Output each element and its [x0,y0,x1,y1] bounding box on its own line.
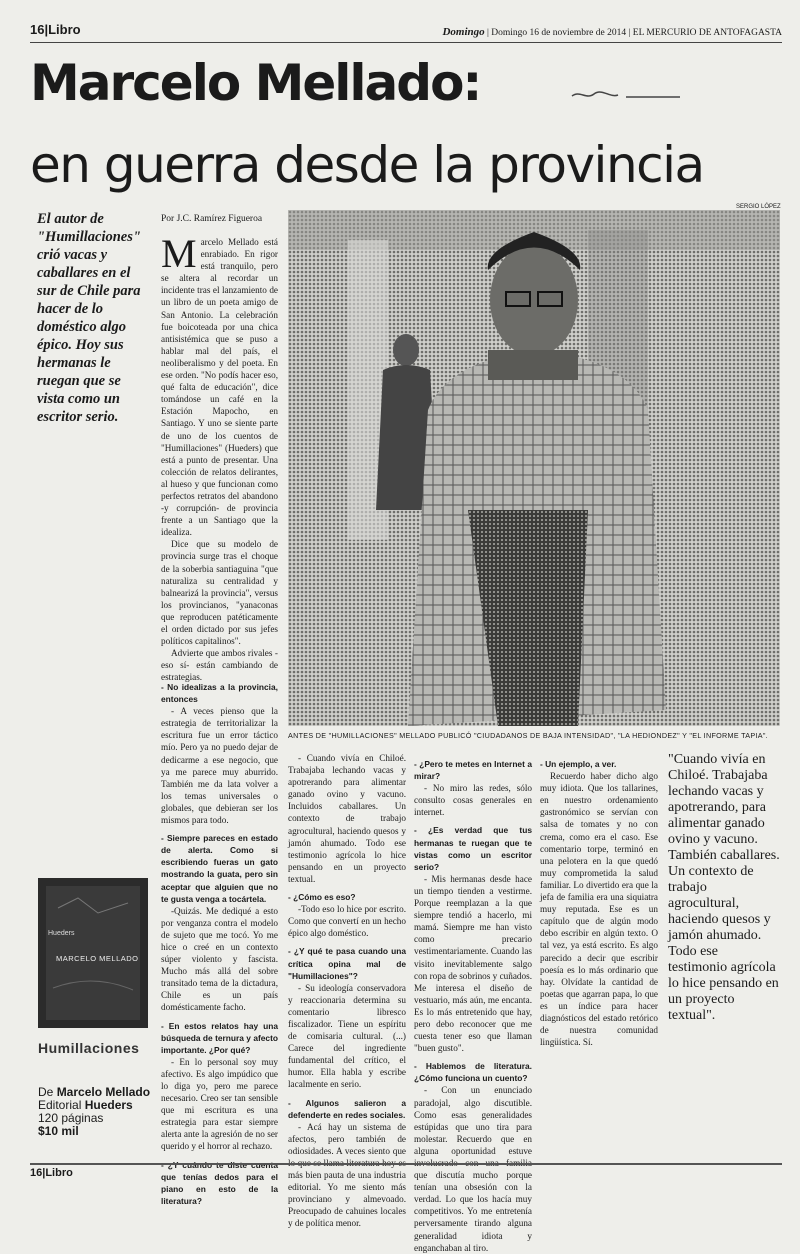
newspaper-name: EL MERCURIO DE ANTOFAGASTA [632,28,782,38]
page-number: 16 [30,22,45,37]
interview-answer: -Todo eso lo hice por escrito. Como que convertí en un hecho épico algo doméstico. [288,904,406,939]
page-header [30,22,782,43]
interview-question: - ¿Cómo es eso? [288,892,356,903]
interview-question: - Algunos salieron a defenderte en redes sociales. [288,1097,406,1120]
issue-date: Domingo 16 de noviembre de 2014 [491,28,627,38]
photo-caption: ANTES DE "HUMILLACIONES" MELLADO PUBLICÓ "CIUDADANOS DE BAJA INTENSIDAD", "LA HEDIONDEZ" Y "EL INFORME TAPIA". [288,731,768,740]
interview-question: - ¿Y qué te pasa cuando una crítica opina mal de "Humillaciones"? [288,946,406,981]
footer-page-number: 16 [30,1167,43,1179]
article-column-3 [414,752,532,1253]
article-lead: El autor de "Humillaciones" crió vacas y caballares en el sur de Chile para hacer de lo doméstico algo épico. Hoy sus hermanas le ruegan que se vista como un escritor serio. [37,211,141,425]
interview-question: - Siempre pareces en estado de alerta. Como si escribiendo fueras un gato mostrando la guata, pero sin aceptar que alguien que no te gusta venga a tocártela. [161,833,278,904]
book-info [38,1086,150,1138]
interview-question: - No idealizas a la provincia, entonces [161,682,278,705]
interview-answer: - Cuando vivía en Chiloé. Trabajaba lechando vacas y apotrerando para alimentar ganado ovino y vacuno. Incluidos caballares. Un contexto de trabajo agrocultural, haciendo quesos y jamón ahumado. Todo ese testimonio agrícola lo hice pensando en un proyecto textual. [288,753,406,884]
book-author: Marcelo Mellado [56,1085,151,1099]
article-title: Marcelo Mellado: [30,54,481,112]
book-cover-art [38,878,148,1028]
interview-question: - ¿Es verdad que tus hermanas te ruegan que te vistas como un escritor serio? [414,825,532,872]
interview-answer: - Con un enunciado paradojal, algo discutible. Como esas generalidades estúpidas que uno tira para molestar. Recuerdo que en alguna oportunidad estuve que discutía mucho porque tenían una obsesión con la verdad. Lo que los hacía muy competitivos. Yo me entretenía perversamente tirando alguna generalidad idiota y enganchaban al tiro. [414,1085,532,1253]
interview-answer: - En lo personal soy muy afectivo. Es algo impúdico que lo diga yo, pero me parece necesario. Creo ser tan sensible que mi escritura es una estrategia para estar siempre alerta ante la agresión de no ser querido y el horror al rechazo. [161,1056,278,1152]
page-number-section: 16|Libro [30,22,81,37]
article-column-1 [161,231,278,683]
author-prefix: De [38,1085,54,1099]
interview-answer: - Acá hay un sistema de afectos, pero también de odiosidades. A veces siento que más bien pauta de una industria editorial. Yo me siento más provinciano y almevoado. Preocupado de cahuines locales y de política menor. [288,1121,406,1229]
book-price: $10 mil [38,1124,79,1138]
interview-question: que tenías dedos para el piano en esto de la literatura? [161,1171,278,1206]
interview-question: - En estos relatos hay una búsqueda de ternura y afecto importante. ¿Por qué? [161,1020,278,1055]
book-cover-author: MARCELO MELLADO [56,954,139,963]
byline: Por J.C. Ramírez Figueroa [161,214,263,224]
interview-question: - Un ejemplo, a ver. [540,759,617,769]
brand-logo: Domingo [442,26,485,38]
decorative-scribble [570,88,690,102]
paragraph: arcelo Mellado está enrabiado. En rigor está tranquilo, pero se altera al recordar un incidente tras el lanzamiento de un libro de un poeta amigo de San Antonio. La celebración fue boicoteada por una chica antisistémica que se puso a hablar mal del país, el neoliberalismo y del poeta. En ese orden. "No podís hacer eso, qué falta de educación", dice tomándose un café en la Estación Mapocho, en Santiago. Y uno se siente parte de uno de los cuentos de "Humillaciones" (Hueders) que está a punto de presentar. Una colección de relatos delirantes, al hueso y que funcionan como perfectos retratos del abandono -y corrupción- de provincia frente a un Santiago que la idealiza. [161,237,278,538]
author-photo [288,210,780,726]
interview-answer: - No miro las redes, sólo consulto cosas generales en internet. [414,783,532,818]
page-footer-rule [30,1163,782,1165]
paragraph: Advierte que ambos rivales -eso sí- están cambiando de estrategias. [161,648,278,683]
interview-answer: Recuerdo haber dicho algo muy idiota. Que los tallarines, en nuestro ordenamiento gastronómico se servían con salsa de tomates y no con crema, como era el caso. Ese comentario torpe, terminó en una pelotera en la que quedó muy comprometida la salud familiar. Lo divertido era que la jefa de familia era una siquiatra muy reputada. Ese es un capítulo que de algún modo debo escribir en algún texto. O tal vez, ya está escrito. Es algo parecido a decir que escribir poesía es lo más ordinario que hay. Olvídate la cantidad de poetas que agarran papa, lo que es un índice para hacer diagnósticos del estado retórico de nuestra comunidad lingüística. Sí. [540,771,658,1048]
drop-cap: M [161,231,197,276]
header-dateline: Domingo | Domingo 16 de noviembre de 2014 | EL MERCURIO DE ANTOFAGASTA [442,26,782,38]
book-pages: 120 páginas [38,1111,104,1125]
interview-answer: - Mis hermanas desde hace un tiempo tienden a vestirme. Porque reemplazan a la que siempre tendió a hacerlo, mi mamá. Siempre me han visto como precario vestimentariamente. Cuando las visito inevitablemente salgo con ropa de sobrinos y cuñados. Me interesa el diseño de vestuario, más aún, me encanta. Es lo más entretenido que hay, pero debo reconocer que me cuesta tener eso que llaman "buen gusto". [414,873,532,1054]
footer-section: Libro [45,1167,73,1179]
page-footer: 16|Libro [30,1167,73,1179]
book-publisher: Hueders [84,1098,133,1112]
author-photo-illustration [288,210,780,726]
photo-credit: SERGIO LÓPEZ [736,204,781,210]
article-column-1-lower [161,675,278,1206]
interview-answer: - Su ideología conservadora y reaccionaria determina su comentario libresco fiscalizador. Tiene un espíritu de comisaria cultural. (...) Carece del ingrediente fundamental del crítico, el humor. Ella habla y escribe lacalmente en serio. [288,982,406,1090]
article-column-2 [288,752,406,1229]
paragraph: Dice que su modelo de provincia surge tras el choque de la soberbia santiaguina "que naturaliza su centralidad y balnearizá la provincia", versus los provincianos, "yanaconas que reproducen patéticamente el orden dictado por sus jefes políticos capitalinos". [161,539,278,647]
interview-question: - ¿Pero te metes en Internet a mirar? [414,759,532,782]
interview-question: - Hablemos de literatura. ¿Cómo funciona un cuento? [414,1061,532,1084]
section-name: Libro [48,22,81,37]
interview-answer: - A veces pienso que la estrategia de territorializar la escritura fue un error táctico mío. Pero ya no puedo dejar de dedicarme a ese negocio, que ya me parece muy aburrido. También me da lata volver a los temas universales o globales, que debieran ser los mismos para todo. [161,706,278,826]
book-title: Humillaciones [38,1040,140,1056]
pull-quote: "Cuando vivía en Chiloé. Trabajaba lechando vacas y apotrerando, para alimentar ganado ovino y vacuno. También caballares. Un contexto de trabajo agrocultural, haciendo quesos y jamón ahumado. Todo ese testimonio agrícola lo hice pensando en un proyecto textual". [668,752,780,1023]
article-column-4 [540,752,658,1160]
interview-answer: -Quizás. Me dediqué a esto por venganza contra el modelo de sujeto que me tocó. Yo me hice o creé en un contexto súper violento y fascista. Mucho más allá del sobre transitado tema de la dictadura, Chile es un país domésticamente facho. [161,905,278,1013]
book-cover-image [38,878,148,1028]
article-subtitle: en guerra desde la provincia [30,136,704,194]
book-cover-publisher: Hueders [48,930,75,937]
publisher-prefix: Editorial [38,1098,82,1112]
